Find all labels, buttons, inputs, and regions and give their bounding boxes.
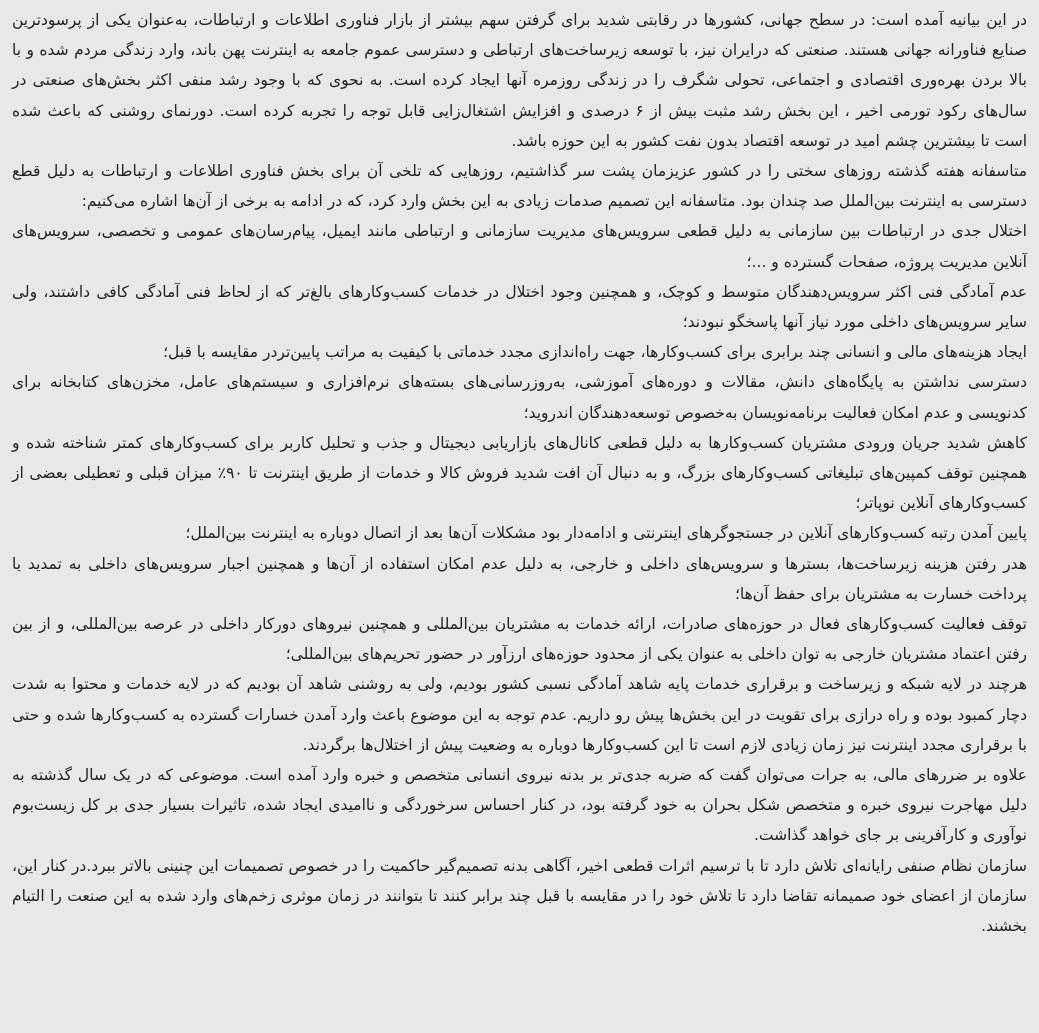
paragraph-item-search-ranking: پایین آمدن رتبه کسب‌وکارهای آنلاین در جستجوگرهای اینترنتی و ادامه‌دار بود مشکلات آن‌ها بعد از اتصال دوباره به اینترنت بین‌الملل؛ [185, 524, 1027, 543]
paragraph-item-knowledge-access: دسترسی نداشتن به پایگاه‌های دانش، مقالات و دوره‌های آموزشی، به‌روزرسانی‌های بسته‌های نرم‌افزاری و سیستم‌های عامل، مخزن‌های کتابخانه برای کدنویسی و عدم امکان فعالیت برنامه‌نویسان به‌خصوص توسعه‌دهندگان اندروید؛ [12, 373, 1027, 422]
paragraph-item-infrastructure-waste: هدر رفتن هزینه زیرساخت‌ها، بسترها و سرویس‌های داخلی و خارجی، به دلیل عدم امکان استفاده از آن‌ها و همچنین اجبار سرویس‌های داخلی به تمدید یا پرداخت خسارت به مشتریان برای حفظ آن‌ها؛ [12, 554, 1027, 603]
paragraph-item-technical-readiness: عدم آمادگی فنی اکثر سرویس‌دهندگان متوسط و کوچک، و همچنین وجود اختلال در خدمات کسب‌وکارهای بالغ‌تر که از لحاظ فنی آمادگی کافی داشتند، ولی سایر سرویس‌های داخلی مورد نیاز آنها پاسخگو نبودند؛ [12, 282, 1027, 332]
paragraph-statement-intro: در این بیانیه آمده است: در سطح جهانی، کشورها در رقابتی شدید برای گرفتن سهم بیشتر از بازار فناوری اطلاعات و ارتباطات، به‌عنوان یکی از پرسودترین صنایع فناورانه جهانی هستند. صنعتی که درایران نیز، با توسعه زیرساخت‌های ارتباطی و دسترسی عموم جامعه به اینترنت پهن باند، وارد زندگی مردم شده و با بالا بردن بهره‌وری اقتصادی و اجتماعی، تحولی شگرف را در زندگی روزمره آنها ایجاد کرده است. به نحوی که با وجود رشد منفی اکثر بخش‌های صنعتی در سال‌های رکود تورمی اخیر ، این بخش رشد مثبت بیش از ۶ درصدی و افزایش اشتغال‌زایی قابل توجه را تجربه کرده است. دورنمای روشنی که باعث شده است تا بیشترین چشم امید در توسعه اقتصاد بدون نفت کشور به این حوزه باشد. [12, 11, 1028, 150]
paragraph-item-costs: ایجاد هزینه‌های مالی و انسانی چند برابری برای کسب‌وکارها، جهت راه‌اندازی مجدد خدماتی با کیفیت به مراتب پایین‌تردر مقایسه با قبل؛ [163, 343, 1027, 362]
paragraph-item-customer-flow: کاهش شدید جریان ورودی مشتریان کسب‌وکارها به دلیل قطعی کانال‌های بازاریابی دیجیتال و جذب و تحلیل کاربر برای کسب‌وکارهای کمتر شناخته شده و همچنین توقف کمپین‌های تبلیغاتی کسب‌وکارهای بزرگ، و به دنبال آن افت شدید فروش کالا و خدمات از طریق اینترنت تا ۹۰٪ میزان قبلی و تعطیلی بعضی از کسب‌وکارهای آنلاین نوپاتر؛ [12, 433, 1027, 513]
paragraph-organization-closing: سازمان نظام صنفی رایانه‌ای تلاش دارد تا با ترسیم اثرات قطعی اخیر، آگاهی بدنه تصمیم‌گیر حاکمیت را در خصوص تصمیمات این چنینی بالاتر ببرد.در کنار این، سازمان از اعضای خود صمیمانه تقاضا دارد تا تلاش خود را در مقایسه با قبل چند برابر کنند تا بتوانند در زمان موثری زخم‌های وارد شده به این صنعت را التیام بخشند. [12, 856, 1027, 936]
paragraph-item-exports: توقف فعالیت کسب‌وکارهای فعال در حوزه‌های صادرات، ارائه خدمات به مشتریان بین‌المللی و همچنین نیروهای دورکار داخلی در عرصه بین‌المللی، و از بین رفتن اعتماد مشتریان خارجی به توان داخلی به عنوان یکی از محدود حوزه‌های ارزآور در حضور تحریم‌های بین‌المللی؛ [12, 615, 1027, 664]
paragraph-shutdown-context: متاسفانه هفته گذشته روزهای سختی را در کشور عزیزمان پشت سر گذاشتیم، روزهایی که تلخی آن برای بخش فناوری اطلاعات و ارتباطات به دلیل قطع دسترسی به اینترنت بین‌الملل صد چندان بود. متاسفانه این تصمیم صدمات زیادی به این بخش وارد کرد، که در ادامه به برخی از آن‌ها اشاره می‌کنیم: [12, 162, 1027, 211]
paragraph-human-capital: علاوه بر ضررهای مالی، به جرات می‌توان گفت که ضربه جدی‌تر بر بدنه نیروی انسانی متخصص و خبره وارد آمده است. موضوعی که در یک سال گذشته به دلیل مهاجرت نیروی خبره و متخصص شکل بحران به خود گرفته بود، در کنار احساس سرخوردگی و ناامیدی ایجاد شده، تاثیرات بسیار جدی بر کل زیست‌بوم نوآوری و کارآفرینی بر جای خواهد گذاشت. [12, 766, 1027, 845]
paragraph-item-communication: اختلال جدی در ارتباطات بین سازمانی به دلیل قطعی سرویس‌های مدیریت سازمانی و ارتباطی مانند ایمیل، پیام‌رسان‌های عمومی و تخصصی، سرویس‌های آنلاین مدیریت پروژه، صفحات گسترده و ...؛ [12, 222, 1027, 271]
paragraph-service-layer: هرچند در لایه شبکه و زیرساخت و برقراری خدمات پایه شاهد آمادگی نسبی کشور بودیم، ولی به روشنی شاهد آن بودیم که در لایه خدمات و محتوا به شدت دچار کمبود بوده و راه درازی برای تقویت در این بخش‌ها پیش رو داریم. عدم توجه به این موضوع باعث وارد آمدن خسارات گسترده به کسب‌وکارها شده و حتی با برقراری مجدد اینترنت نیز زمان زیادی لازم است تا این کسب‌وکارها دوباره به وضعیت پیش از اختلال‌ها برگردند. [12, 675, 1027, 754]
